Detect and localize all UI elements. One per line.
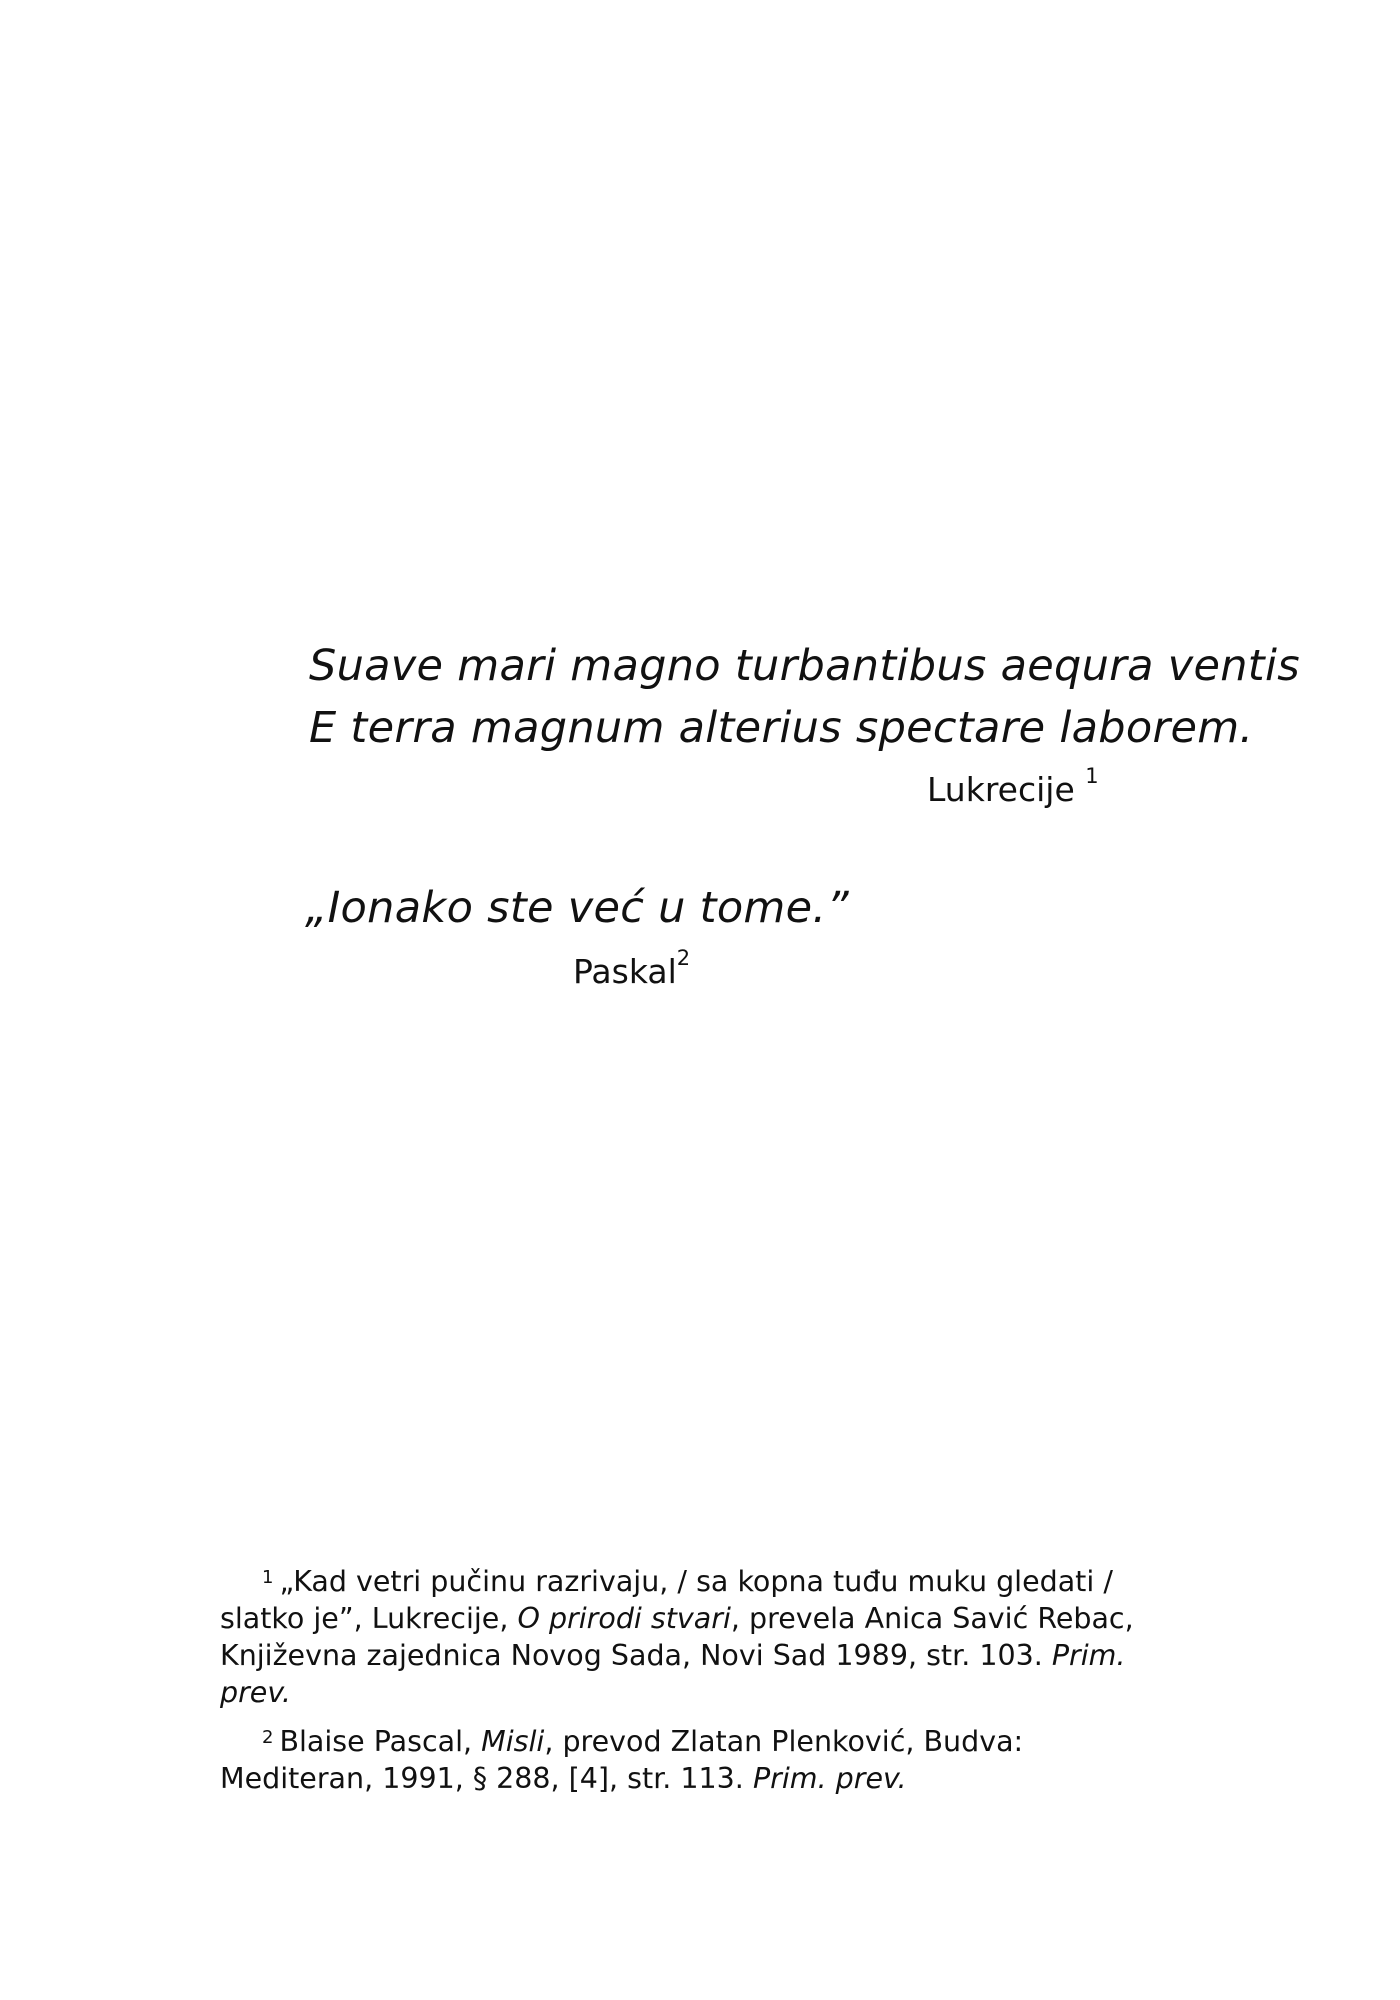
footnote-work-title: O prirodi stvari bbox=[517, 1602, 731, 1635]
epigraph-lucretius bbox=[309, 635, 1300, 759]
footnote-text: , prevela Anica Savić Rebac, Književna zajednica Novog Sada, Novi Sad 1989, str. 103. bbox=[220, 1602, 1134, 1672]
footnotes bbox=[220, 1563, 1150, 1809]
footnote-work-title: Misli bbox=[481, 1725, 545, 1758]
footnote-text: , prevod Zlatan Plenković, Budva: Mediteran, 1991, § 288, [4], str. 113. bbox=[220, 1725, 1024, 1795]
footnote-number: 1 bbox=[262, 1567, 274, 1588]
footnote-translator-note: Prim. prev. bbox=[752, 1762, 907, 1795]
verse-line-2: E terra magnum alterius spectare laborem. bbox=[309, 703, 1254, 753]
footnote-number: 2 bbox=[262, 1727, 274, 1748]
attribution-lukrecije bbox=[927, 764, 1099, 809]
epigraph-pascal bbox=[305, 877, 1205, 939]
footnote-ref-2[interactable]: 2 bbox=[676, 946, 691, 970]
footnote-translator-note: Prim. prev. bbox=[220, 1639, 1126, 1709]
footnote-text: Blaise Pascal, bbox=[279, 1725, 482, 1758]
verse-line-1: Suave mari magno turbantibus aequra ventis bbox=[309, 641, 1300, 691]
pascal-quote: „Ionako ste već u tome.” bbox=[305, 883, 849, 933]
footnote-1 bbox=[220, 1563, 1150, 1711]
footnote-text: „Kad vetri pučinu razrivaju, / sa kopna tuđu muku gledati / slatko je”, Lukrecije, bbox=[220, 1565, 1113, 1635]
attribution-author: Paskal bbox=[573, 952, 677, 991]
attribution-paskal bbox=[573, 946, 691, 991]
footnote-ref-1[interactable]: 1 bbox=[1085, 764, 1099, 788]
attribution-author: Lukrecije bbox=[927, 770, 1075, 809]
footnote-2 bbox=[220, 1723, 1150, 1797]
